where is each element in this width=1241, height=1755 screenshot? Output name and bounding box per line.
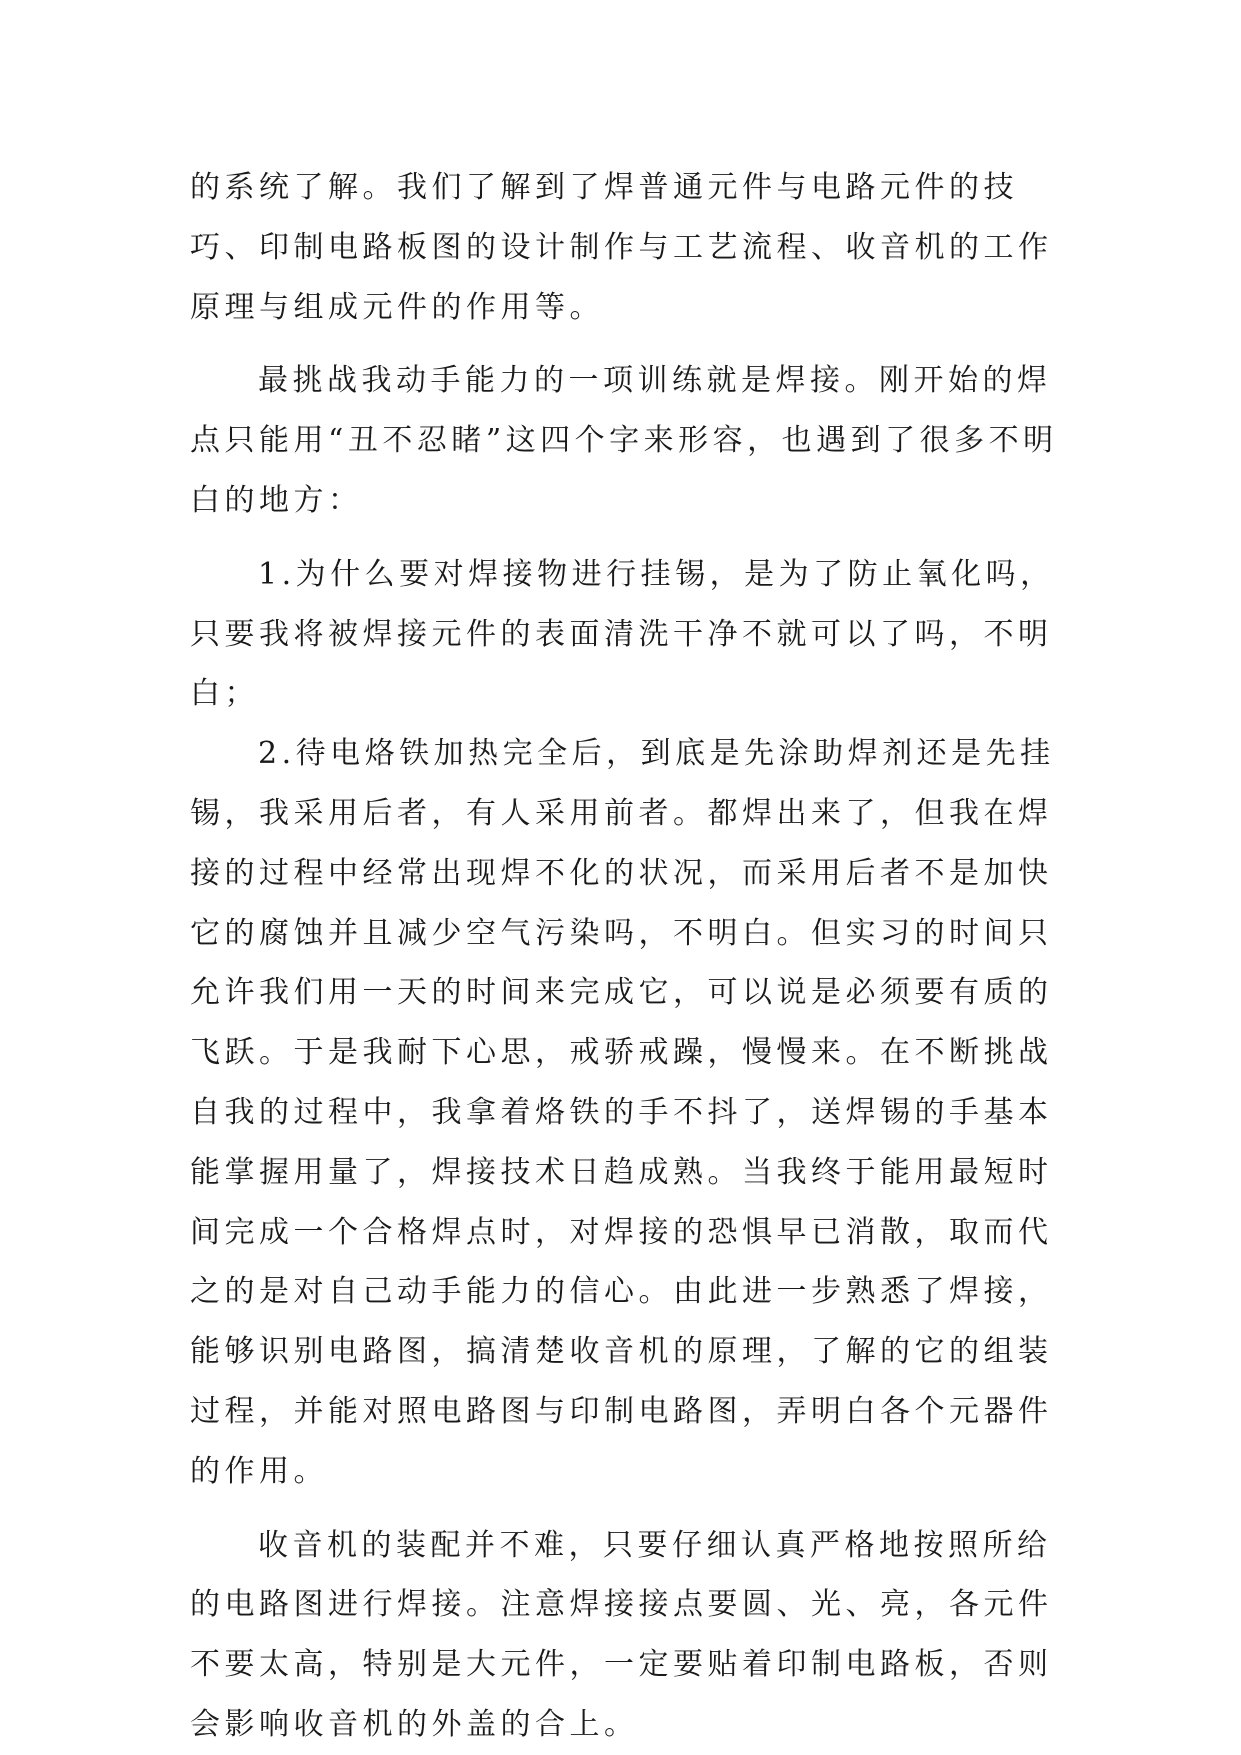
paragraph-welding-challenge: 最挑战我动手能力的一项训练就是焊接。刚开始的焊点只能用“丑不忍睹”这四个字来形容，也遇到了很多不明白的地方： xyxy=(190,363,1058,518)
document-body xyxy=(190,158,1070,1755)
paragraph-gap xyxy=(190,337,1070,351)
paragraph-continuation: 的系统了解。我们了解到了焊普通元件与电路元件的技巧、印制电路板图的设计制作与工艺流程、收音机的工作原理与组成元件的作用等。 xyxy=(190,170,1053,325)
paragraph-gap xyxy=(190,1502,1070,1516)
paragraph-assembly: 收音机的装配并不难，只要仔细认真严格地按照所给的电路图进行焊接。注意焊接接点要圆、光、亮，各元件不要太高，特别是大元件，一定要贴着印制电路板，否则会影响收音机的外盖的合上。 xyxy=(190,1527,1053,1742)
paragraph-gap xyxy=(190,531,1070,545)
list-item-question-2: 2.待电烙铁加热完全后，到底是先涂助焊剂还是先挂锡，我采用后者，有人采用前者。都焊出来了，但我在焊接的过程中经常出现焊不化的状况，而采用后者不是加快它的腐蚀并且减少空气污染吗，不明白。但实习的时间只允许我们用一天的时间来完成它，可以说是必须要有质的飞跃。于是我耐下心思，戒骄戒躁，慢慢来。在不断挑战自我的过程中，我拿着烙铁的手不抖了，送焊锡的手基本能掌握用量了，焊接技术日趋成熟。当我终于能用最短时间完成一个合格焊点时，对焊接的恐惧早已消散，取而代之的是对自己动手能力的信心。由此进一步熟悉了焊接，能够识别电路图，搞清楚收音机的原理，了解的它的组装过程，并能对照电路图与印制电路图，弄明白各个元器件的作用。 xyxy=(190,736,1055,1489)
list-item-question-1: 1.为什么要对焊接物进行挂锡，是为了防止氧化吗，只要我将被焊接元件的表面清洗干净不就可以了吗，不明白； xyxy=(190,556,1055,712)
